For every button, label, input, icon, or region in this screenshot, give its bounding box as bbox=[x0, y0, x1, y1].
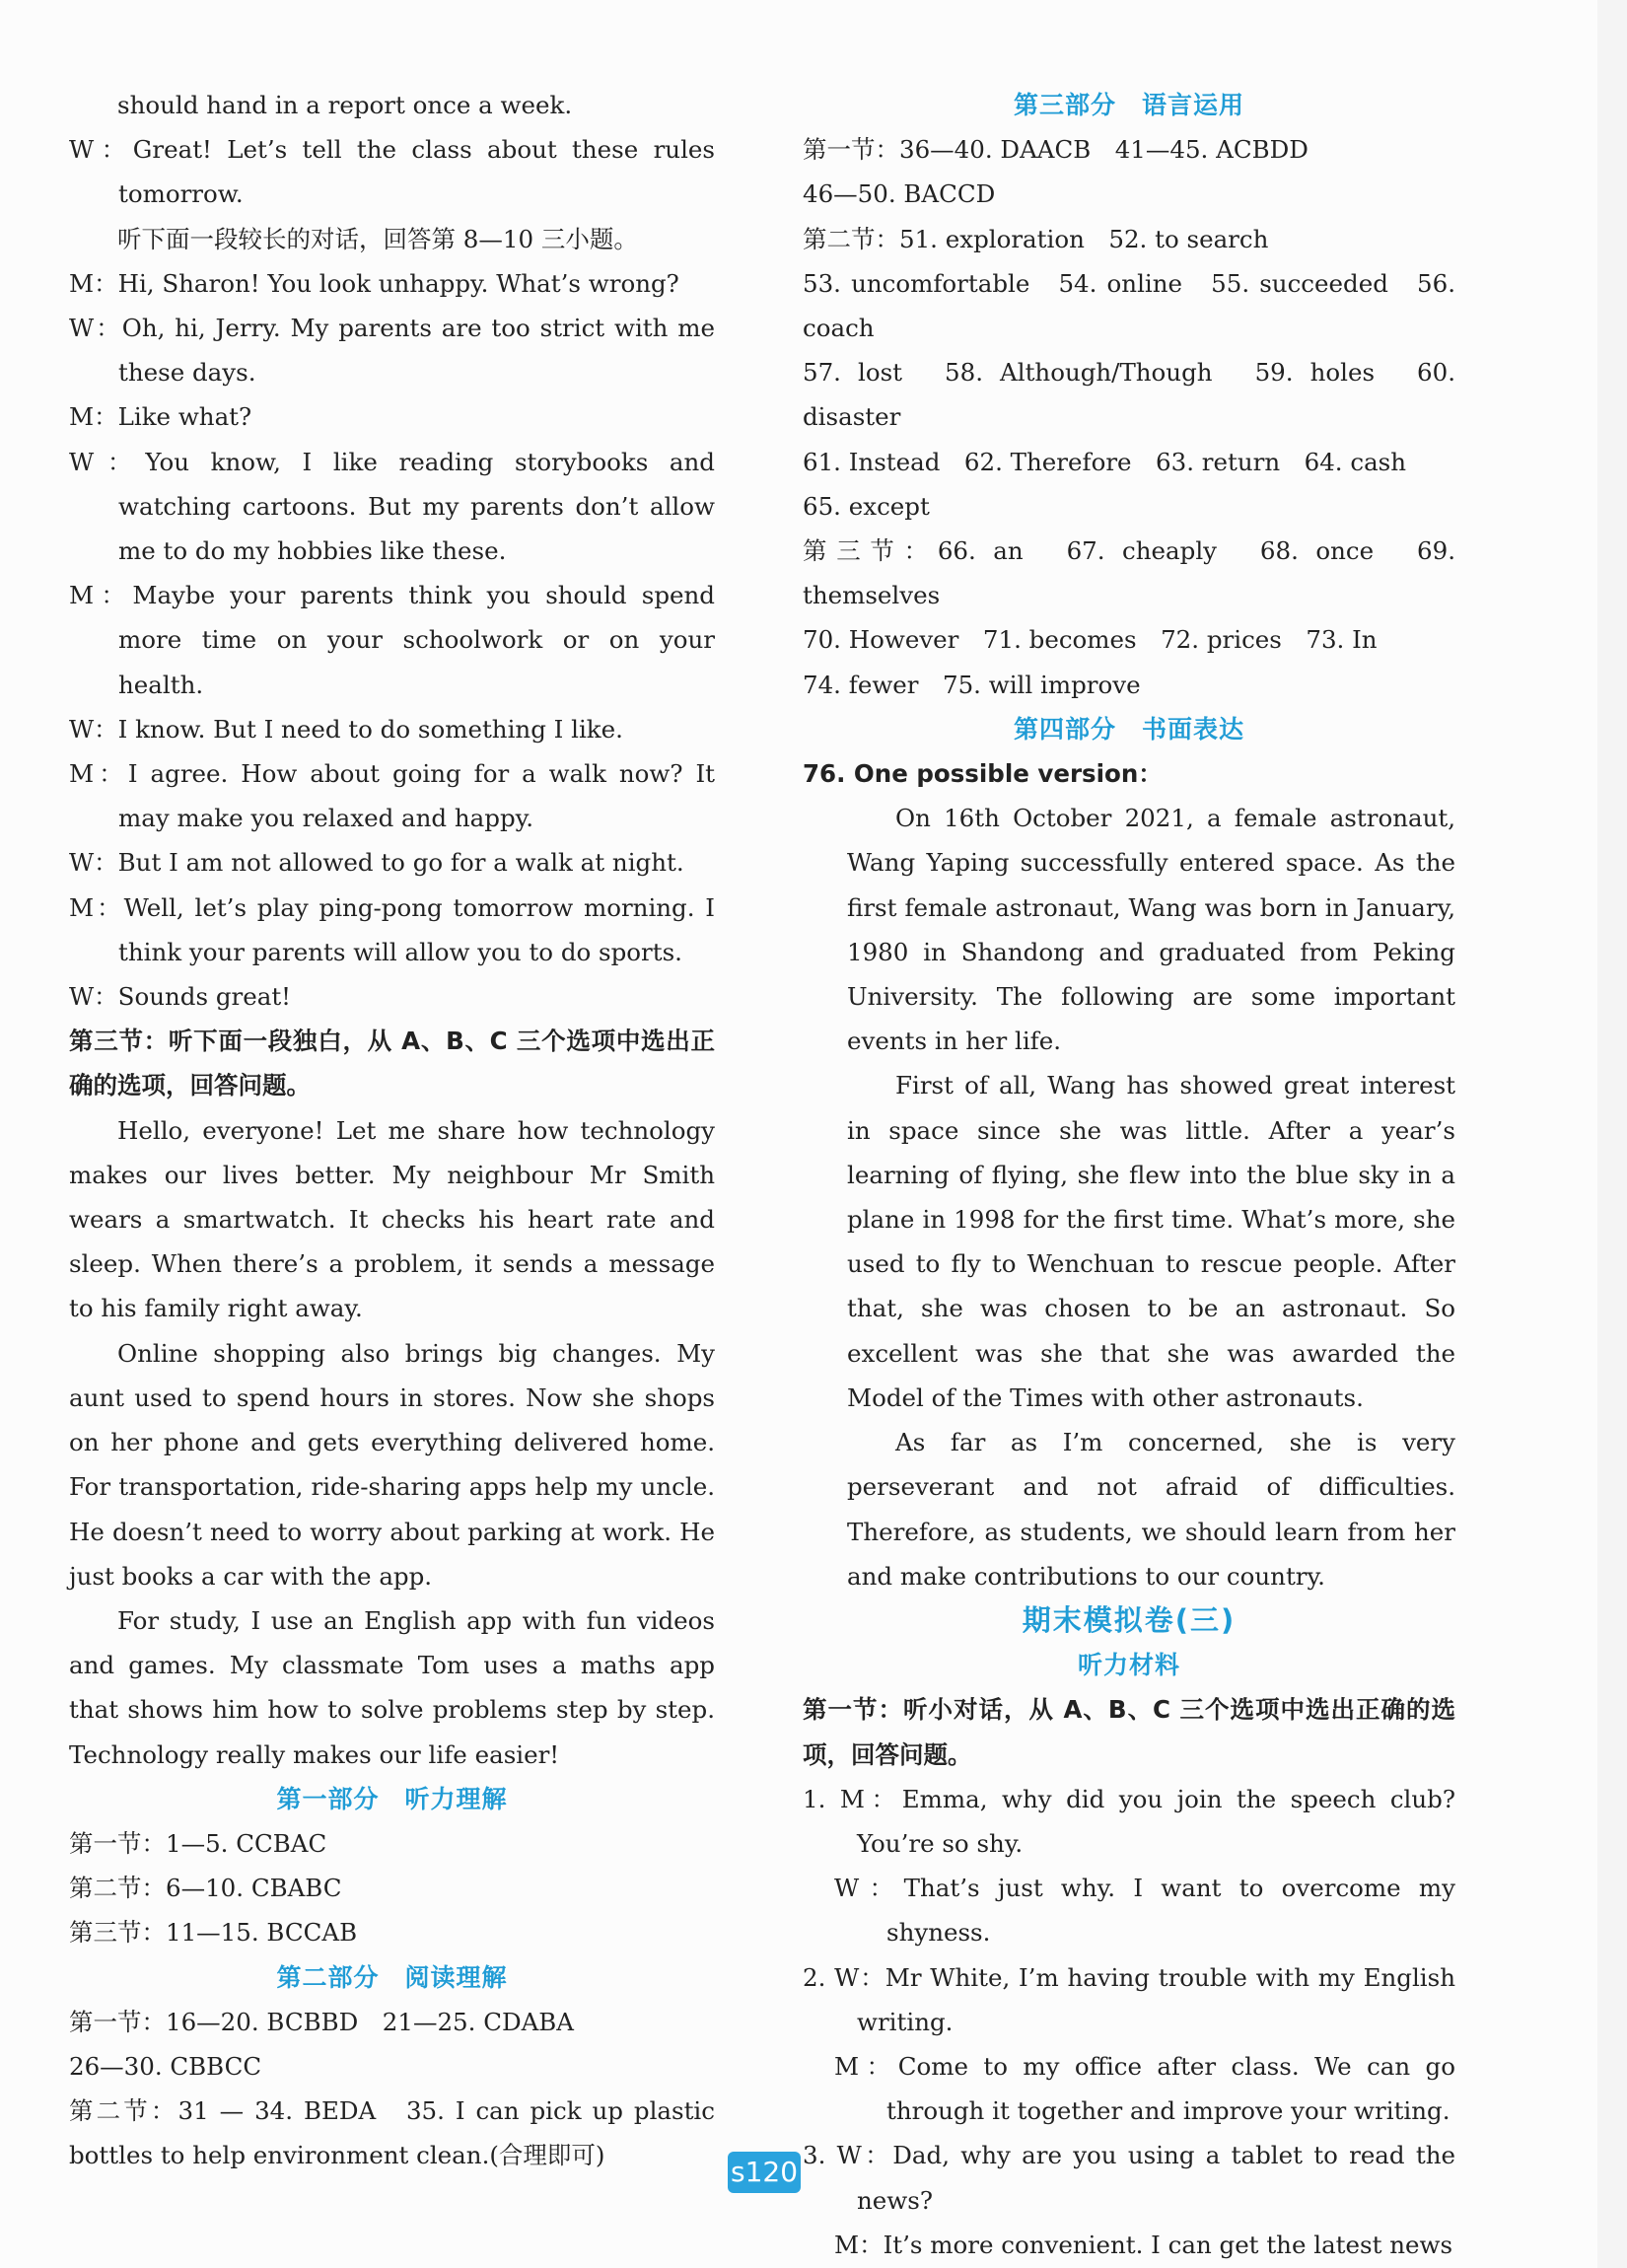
dialogue-line: W：Oh, hi, Jerry. My parents are too strict with me these days. bbox=[69, 314, 715, 388]
essay-paragraph: As far as I’m concerned, she is very perseverant and not afraid of difficulties. Therefore, as students, we should learn from her and make contributions to our country. bbox=[847, 1428, 1455, 1591]
answer-line: 第一节：36—40. DAACB 41—45. ACBDD bbox=[803, 135, 1309, 165]
dialogue-line: should hand in a report once a week. bbox=[117, 91, 573, 119]
exam-title: 期末模拟卷(三) bbox=[1022, 1602, 1237, 1637]
left-column bbox=[69, 83, 715, 2178]
answer-line: 70. However 71. becomes 72. prices 73. In bbox=[803, 625, 1378, 655]
monologue-paragraph: For study, I use an English app with fun videos and games. My classmate Tom uses a maths app that shows him how to solve problems step by step. Technology really makes our life easier! bbox=[69, 1605, 715, 1769]
section-heading: 听力材料 bbox=[1077, 1651, 1180, 1680]
right-column bbox=[803, 83, 1455, 2267]
monologue-paragraph: Online shopping also brings big changes. My aunt used to spend hours in stores. Now she shops on her phone and gets everything delivered home. For transportation, ride-sharing apps help my uncle. He doesn’t need to worry about parking at work. He just books a car with the app. bbox=[69, 1338, 715, 1591]
section-instruction: 听下面一段较长的对话，回答第 8—10 三小题。 bbox=[117, 224, 638, 253]
answer-line: 74. fewer 75. will improve bbox=[803, 670, 1141, 699]
dialogue-line: 2. W：Mr White, I’m having trouble with my English writing. bbox=[803, 1962, 1455, 2036]
section-heading: 第二部分 阅读理解 bbox=[276, 1962, 508, 1992]
answer-line: 65. except bbox=[803, 491, 930, 521]
section-heading: 第三部分 语言运用 bbox=[1013, 91, 1244, 119]
dialogue-line: M：Come to my office after class. We can go through it together and improve your writing. bbox=[834, 2051, 1455, 2126]
dialogue-line: M：It’s more convenient. I can get the latest news bbox=[834, 2230, 1453, 2259]
answer-line: 61. Instead 62. Therefore 63. return 64. cash bbox=[803, 447, 1407, 476]
answer-line: 第一节：1—5. CCBAC bbox=[69, 1828, 327, 1858]
answer-line: 第一节：16—20. BCBBD 21—25. CDABA bbox=[69, 2007, 574, 2036]
answer-line: 第二节：31 — 34. BEDA 35. I can pick up plastic bottles to help environment clean.(合理即可) bbox=[69, 2096, 715, 2170]
section-heading: 第四部分 书面表达 bbox=[1013, 714, 1244, 744]
answer-line: 26—30. CBBCC bbox=[69, 2051, 262, 2081]
dialogue-line: 1. M：Emma, why did you join the speech club? You’re so shy. bbox=[803, 1784, 1455, 1858]
essay-label: 76. One possible version： bbox=[803, 759, 1163, 789]
dialogue-line: M：I agree. How about going for a walk now? It may make you relaxed and happy. bbox=[69, 759, 715, 833]
dialogue-line: W：Great! Let’s tell the class about these rules tomorrow. bbox=[69, 135, 715, 209]
dialogue-line: M：Like what? bbox=[69, 402, 252, 432]
answer-line: 第二节：51. exploration 52. to search bbox=[803, 224, 1269, 253]
dialogue-line: M：Hi, Sharon! You look unhappy. What’s wrong? bbox=[69, 268, 679, 298]
dialogue-line: W：Sounds great! bbox=[69, 982, 292, 1012]
dialogue-line: W：I know. But I need to do something I like. bbox=[69, 714, 623, 744]
section-instruction: 第三节：听下面一段独白，从 A、B、C 三个选项中选出正确的选项，回答问题。 bbox=[69, 1027, 715, 1100]
dialogue-line: W：You know, I like reading storybooks and watching cartoons. But my parents don’t allow me to do my hobbies like these. bbox=[69, 447, 715, 566]
answer-line: 第三节：11—15. BCCAB bbox=[69, 1918, 358, 1948]
section-instruction: 第一节：听小对话，从 A、B、C 三个选项中选出正确的选项，回答问题。 bbox=[803, 1695, 1455, 1769]
dialogue-line: M：Well, let’s play ping-pong tomorrow morning. I think your parents will allow you to do sports. bbox=[69, 892, 715, 966]
answer-line: 第二节：6—10. CBABC bbox=[69, 1874, 342, 1903]
answer-line: 53. uncomfortable 54. online 55. succeeded 56. coach bbox=[803, 268, 1455, 343]
dialogue-line: M：Maybe your parents think you should spend more time on your schoolwork or on your health. bbox=[69, 581, 715, 699]
dialogue-line: W：That’s just why. I want to overcome my shyness. bbox=[834, 1874, 1455, 1948]
answer-line: 57. lost 58. Although/Though 59. holes 60. disaster bbox=[803, 358, 1455, 432]
dialogue-line: W：But I am not allowed to go for a walk at night. bbox=[69, 848, 684, 878]
section-heading: 第一部分 听力理解 bbox=[276, 1784, 508, 1813]
answer-line: 第三节：66. an 67. cheaply 68. once 69. themselves bbox=[803, 536, 1455, 610]
page-number-badge: s120 bbox=[728, 2152, 801, 2193]
dialogue-line: 3. W：Dad, why are you using a tablet to read the news? bbox=[803, 2141, 1455, 2215]
monologue-paragraph: Hello, everyone! Let me share how technology makes our lives better. My neighbour Mr Smith wears a smartwatch. It checks his heart rate and sleep. When there’s a problem, it sends a message to his family right away. bbox=[69, 1115, 715, 1323]
essay-paragraph: First of all, Wang has showed great interest in space since she was little. After a year’s learning of flying, she flew into the blue sky in a plane in 1998 for the first time. What’s more, she used to fly to Wenchuan to rescue people. After that, she was chosen to be an astronaut. So excellent was she that she was awarded the Model of the Times with other astronauts. bbox=[847, 1071, 1455, 1412]
essay-paragraph: On 16th October 2021, a female astronaut, Wang Yaping successfully entered space. As the first female astronaut, Wang was born in January, 1980 in Shandong and graduated from Peking University. The following are some important events in her life. bbox=[847, 804, 1455, 1056]
answer-line: 46—50. BACCD bbox=[803, 179, 996, 209]
sample-essay bbox=[803, 796, 1455, 1598]
